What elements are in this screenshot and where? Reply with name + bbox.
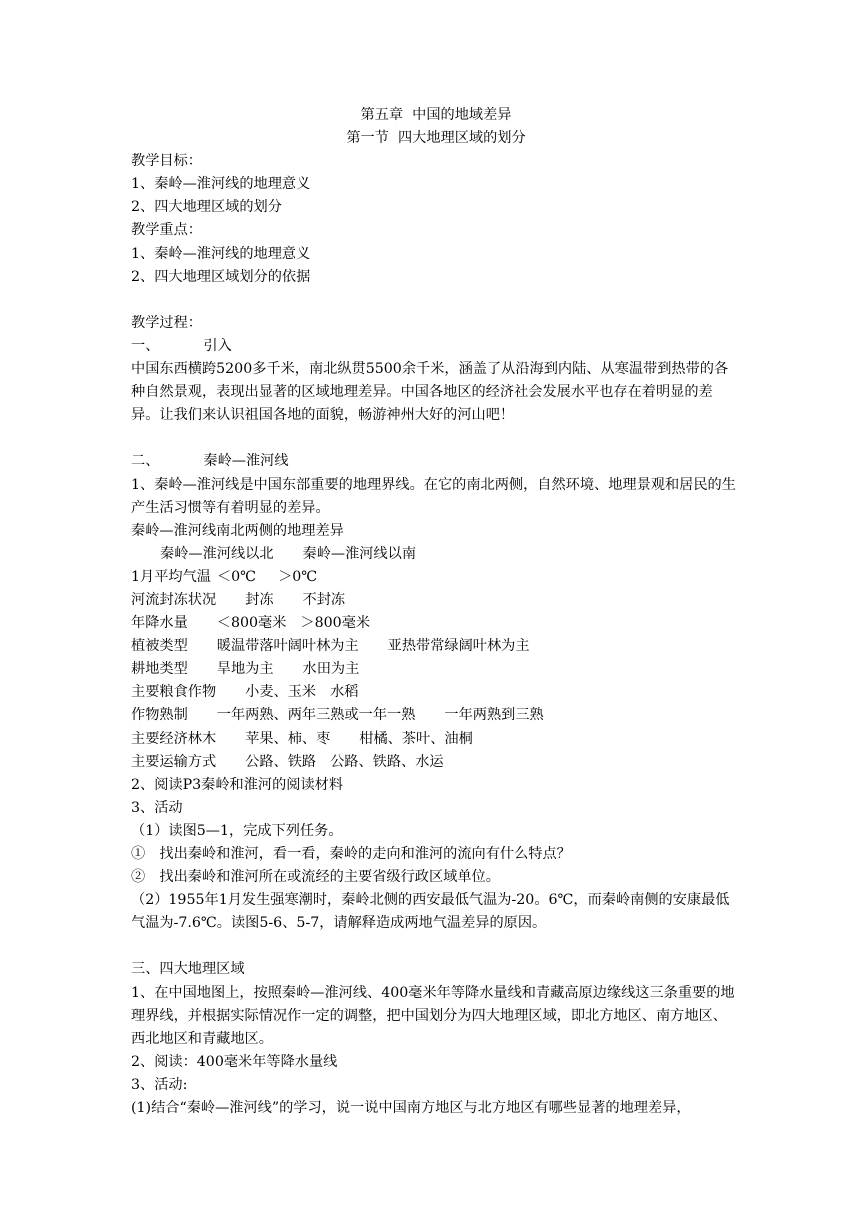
row-south: 不封冻 <box>302 591 346 608</box>
row-label: 耕地类型 <box>131 661 188 678</box>
goal-item: 1、秦岭—淮河线的地理意义 <box>131 176 311 193</box>
activity-2: （2）1955年1月发生强寒潮时，秦岭北侧的西安最低气温为-20。6℃，而秦岭南侧的安康最低气温为-7.6℃。读图5-6、5-7，请解释造成两地气温差异的原因。 <box>131 892 730 932</box>
comparison-row <box>131 635 741 658</box>
row-label: 年降水量 <box>131 615 188 632</box>
part2-paragraph-1: 1、秦岭—淮河线是中国东部重要的地理界线。在它的南北两侧，自然环境、地理景观和居民的生产生活习惯等有着明显的差异。 <box>131 476 736 516</box>
activity-1: （1）读图5—1，完成下列任务。 <box>131 822 343 839</box>
comparison-row <box>131 589 741 612</box>
part1-title: 引入 <box>203 337 232 354</box>
part1-number: 一、 <box>131 337 160 354</box>
comparison-row <box>131 658 741 681</box>
row-south: 水稻 <box>330 684 359 701</box>
header-south: 秦岭—淮河线以南 <box>302 545 417 562</box>
row-north: 暖温带落叶阔叶林为主 <box>216 638 359 655</box>
part1-heading <box>131 335 741 358</box>
row-label: 1月平均气温 <box>131 568 211 585</box>
row-label: 河流封冻状况 <box>131 591 217 608</box>
process-heading: 教学过程： <box>131 314 202 331</box>
focus-item: 2、四大地理区域划分的依据 <box>131 268 311 285</box>
part3-paragraph-3: 3、活动: <box>131 1076 188 1093</box>
row-label: 主要运输方式 <box>131 753 217 770</box>
comparison-row <box>131 704 741 727</box>
row-north: 封冻 <box>245 591 274 608</box>
part2-heading <box>131 450 741 473</box>
row-north: ＜0℃ <box>216 568 257 585</box>
row-south: 一年两熟到三熟 <box>444 707 544 724</box>
part2-paragraph-3: 3、活动 <box>131 799 183 816</box>
row-south: 亚热带常绿阔叶林为主 <box>387 638 530 655</box>
row-north: 苹果、柿、枣 <box>245 730 331 747</box>
row-north: 一年两熟、两年三熟或一年一熟 <box>216 707 416 724</box>
part3-paragraph-1: 1、在中国地图上，按照秦岭—淮河线、400毫米年等降水量线和青藏高原边缘线这三条重要的地理界线，并根据实际情况作一定的调整，把中国划分为四大地理区域，即北方地区、南方地区、西北地区和青藏地区。 <box>131 984 735 1047</box>
row-north: ＜800毫米 <box>216 615 287 632</box>
row-south: ＞800毫米 <box>300 615 371 632</box>
row-label: 植被类型 <box>131 638 188 655</box>
part3-paragraph-4: (1)结合“秦岭—淮河线”的学习，说一说中国南方地区与北方地区有哪些显著的地理差异， <box>131 1100 691 1117</box>
comparison-row <box>131 566 741 589</box>
document-body <box>131 104 741 1120</box>
part2-paragraph-2: 2、阅读P3秦岭和淮河的阅读材料 <box>131 776 344 793</box>
comparison-row <box>131 751 741 774</box>
spacer <box>131 289 741 312</box>
spacer <box>131 935 741 958</box>
comparison-header <box>131 543 741 566</box>
header-north: 秦岭—淮河线以北 <box>160 545 274 562</box>
part2-number: 二、 <box>131 453 160 470</box>
comparison-row <box>131 681 741 704</box>
part2-title: 秦岭—淮河线 <box>203 453 289 470</box>
goals-heading: 教学目标： <box>131 153 202 170</box>
part1-paragraph: 中国东西横跨5200多千米，南北纵贯5500余千米，涵盖了从沿海到内陆、从寒温带到热带的各种自然景观，表现出显著的区域地理差异。中国各地区的经济社会发展水平也存在着明显的差异。让我们来认识祖国各地的面貌，畅游神州大好的河山吧！ <box>131 361 729 424</box>
focus-heading: 教学重点： <box>131 222 202 239</box>
chapter-title: 第五章 中国的地域差异 <box>360 107 512 123</box>
row-label: 主要粮食作物 <box>131 684 217 701</box>
comparison-row <box>131 728 741 751</box>
focus-item: 1、秦岭—淮河线的地理意义 <box>131 245 311 262</box>
row-north: 公路、铁路 <box>245 753 317 770</box>
goal-item: 2、四大地理区域的划分 <box>131 199 282 216</box>
row-north: 小麦、玉米 <box>245 684 317 701</box>
row-north: 旱地为主 <box>216 661 274 678</box>
row-label: 主要经济林木 <box>131 730 217 747</box>
row-south: ＞0℃ <box>278 568 318 585</box>
activity-1-item: ② 找出秦岭和淮河所在或流经的主要省级行政区域单位。 <box>131 869 500 886</box>
part3-heading: 三、四大地理区域 <box>131 961 245 978</box>
part3-paragraph-2: 2、阅读：400毫米年等降水量线 <box>131 1053 338 1070</box>
row-south: 水田为主 <box>302 661 360 678</box>
row-south: 公路、铁路、水运 <box>330 753 444 770</box>
activity-1-item: ① 找出秦岭和淮河，看一看，秦岭的走向和淮河的流向有什么特点？ <box>131 846 571 862</box>
row-label: 作物熟制 <box>131 707 188 724</box>
comparison-title: 秦岭—淮河线南北两侧的地理差异 <box>131 522 344 539</box>
comparison-row <box>131 612 741 635</box>
section-title: 第一节 四大地理区域的划分 <box>346 130 526 147</box>
spacer <box>131 427 741 450</box>
row-south: 柑橘、茶叶、油桐 <box>359 730 473 747</box>
